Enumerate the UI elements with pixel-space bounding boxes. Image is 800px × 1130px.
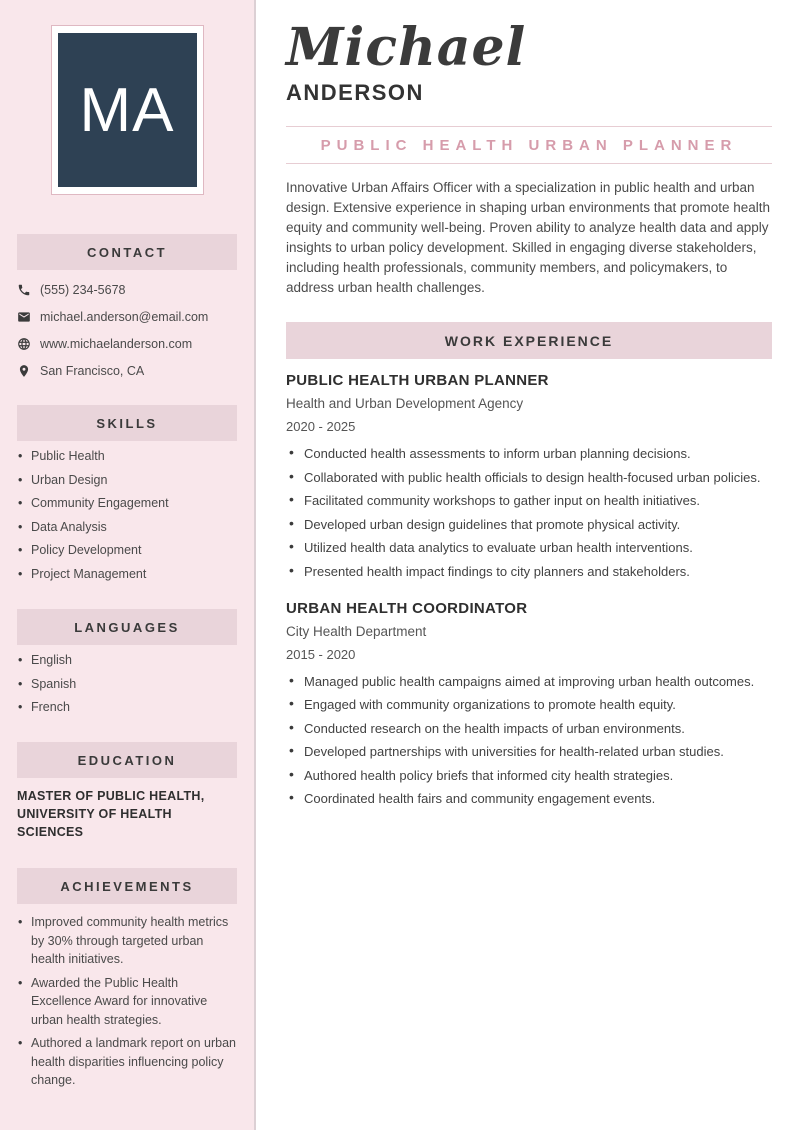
job-bullet: • Facilitated community workshops to gather input on health initiatives. — [286, 493, 772, 508]
job-entry-2 — [286, 600, 772, 807]
skills-list — [17, 449, 237, 582]
skill-item: • Policy Development — [17, 543, 237, 558]
education-heading: EDUCATION — [17, 742, 237, 778]
summary-paragraph: Innovative Urban Affairs Officer with a specialization in public health and urban design. Extensive experience in shaping urban environments that promote health equity and community well-being. Proven ability to analyze health data and apply insights to urban policy development. Skilled in engaging diverse stakeholders, including health professionals, community members, and policymakers, to address urban health challenges. — [286, 180, 771, 295]
phone-icon — [17, 283, 31, 297]
last-name: ANDERSON — [286, 80, 424, 105]
monogram: MA — [58, 33, 197, 187]
contact-phone-text: (555) 234-5678 — [40, 283, 126, 297]
title-divider-bottom — [286, 163, 772, 164]
job-bullet: • Collaborated with public health officials to design health-focused urban policies. — [286, 470, 772, 485]
skill-item: • Project Management — [17, 567, 237, 582]
contact-item-location — [17, 364, 237, 378]
job-bullet: • Coordinated health fairs and community engagement events. — [286, 791, 772, 806]
contact-email-text: michael.anderson@email.com — [40, 310, 209, 324]
first-name: Michael — [286, 17, 527, 78]
education-school: UNIVERSITY OF HEALTH SCIENCES — [17, 807, 172, 840]
job-bullet: • Presented health impact findings to city planners and stakeholders. — [286, 564, 772, 579]
job-company: City Health Department — [286, 623, 427, 639]
education-section — [17, 742, 237, 841]
contact-website-text: www.michaelanderson.com — [40, 337, 193, 351]
globe-icon — [17, 337, 31, 351]
languages-list — [17, 653, 237, 715]
contact-heading: CONTACT — [17, 234, 237, 270]
job-bullet: • Developed partnerships with universities for health-related urban studies. — [286, 744, 772, 759]
job-dates: 2020 - 2025 — [286, 419, 356, 434]
job-bullet: • Conducted research on the health impacts of urban environments. — [286, 721, 772, 736]
contact-item-phone — [17, 283, 237, 297]
skill-item: • Public Health — [17, 449, 237, 464]
role-title: PUBLIC HEALTH URBAN PLANNER — [320, 137, 738, 154]
email-icon — [17, 310, 31, 324]
language-item: • English — [17, 653, 237, 668]
job-entry-1 — [286, 372, 772, 579]
job-company: Health and Urban Development Agency — [286, 396, 524, 411]
achievements-section — [17, 868, 237, 1090]
skill-item: • Data Analysis — [17, 520, 237, 535]
job-bullet: • Developed urban design guidelines that promote physical activity. — [286, 517, 772, 532]
contact-section — [17, 234, 237, 378]
job-bullet: • Authored health policy briefs that informed city health strategies. — [286, 768, 772, 783]
languages-section — [17, 609, 237, 715]
achievement-item: • Authored a landmark report on urban health disparities influencing policy change. — [17, 1034, 237, 1090]
skill-item: • Community Engagement — [17, 496, 237, 511]
location-pin-icon — [17, 364, 31, 378]
job-bullet: • Utilized health data analytics to evaluate urban health interventions. — [286, 540, 772, 555]
achievement-item: • Improved community health metrics by 30% through targeted urban health initiatives. — [17, 913, 237, 969]
skills-section — [17, 405, 237, 582]
languages-heading: LANGUAGES — [17, 609, 237, 645]
name-header — [286, 18, 772, 106]
skills-heading: SKILLS — [17, 405, 237, 441]
job-bullet: • Engaged with community organizations to promote health equity. — [286, 697, 772, 712]
education-entry — [17, 787, 237, 841]
education-degree: MASTER OF PUBLIC HEALTH, — [17, 789, 205, 804]
achievements-list — [17, 913, 237, 1090]
language-item: • French — [17, 700, 237, 715]
job-bullet: • Managed public health campaigns aimed at improving urban health outcomes. — [286, 674, 772, 689]
monogram-frame — [51, 25, 204, 195]
job-bullet-list — [286, 446, 772, 579]
job-bullet-list — [286, 674, 772, 807]
contact-item-website — [17, 337, 237, 351]
work-experience-heading: WORK EXPERIENCE — [286, 322, 772, 359]
job-title: PUBLIC HEALTH URBAN PLANNER — [286, 372, 549, 389]
contact-list — [17, 283, 237, 378]
job-bullet: • Conducted health assessments to inform urban planning decisions. — [286, 446, 772, 461]
achievements-heading: ACHIEVEMENTS — [17, 868, 237, 904]
job-dates: 2015 - 2020 — [286, 646, 356, 662]
contact-location-text: San Francisco, CA — [40, 364, 145, 378]
skill-item: • Urban Design — [17, 473, 237, 488]
achievement-item: • Awarded the Public Health Excellence Award for innovative urban health strategies. — [17, 974, 237, 1030]
sidebar — [0, 0, 256, 1130]
language-item: • Spanish — [17, 677, 237, 692]
main-column — [256, 0, 800, 1130]
contact-item-email — [17, 310, 237, 324]
job-title: URBAN HEALTH COORDINATOR — [286, 599, 528, 617]
